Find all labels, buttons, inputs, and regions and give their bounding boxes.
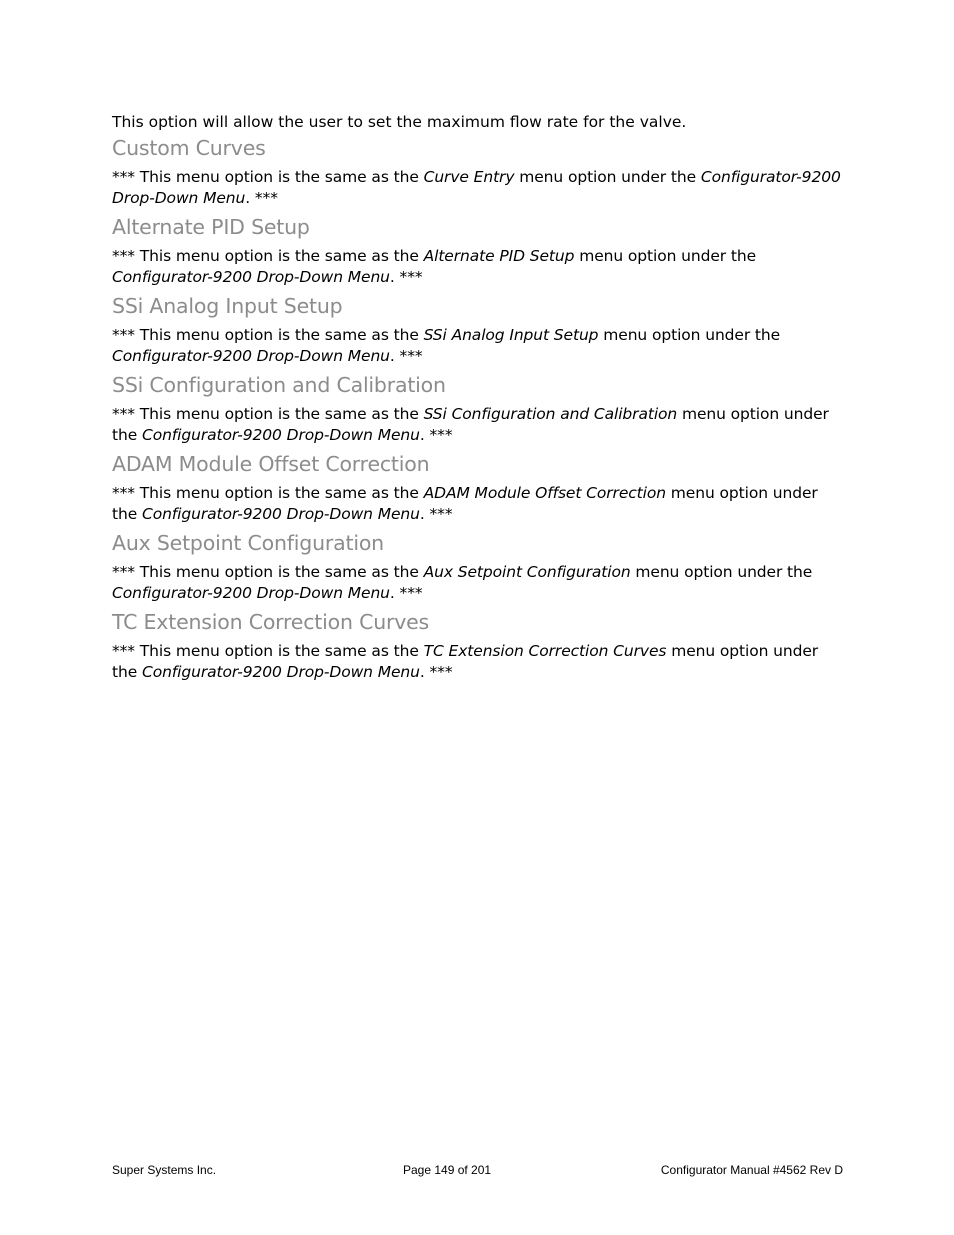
paragraph-text: *** This menu option is the same as the [112,405,424,423]
paragraph-text: menu option under the [514,168,701,186]
section-paragraph [112,246,847,287]
paragraph-text: *** This menu option is the same as the [112,168,424,186]
menu-reference: Configurator-9200 Drop-Down Menu [112,583,390,602]
section-alternate-pid-setup [112,214,847,287]
section-ssi-analog-input-setup [112,293,847,366]
section-heading: Custom Curves [112,136,266,160]
menu-item-reference: SSi Analog Input Setup [423,326,599,344]
section-heading: TC Extension Correction Curves [112,610,430,634]
page-footer [112,1162,843,1178]
menu-item-reference: Alternate PID Setup [423,247,575,265]
paragraph-text: . *** [245,188,278,207]
section-paragraph [112,325,847,366]
menu-reference: Configurator-9200 Drop-Down Menu [141,504,420,523]
intro-paragraph: This option will allow the user to set the maximum flow rate for the valve. [112,113,687,131]
paragraph-text: menu option under the [630,563,813,581]
paragraph-text: . *** [389,267,423,286]
section-paragraph [112,562,847,603]
paragraph-text: *** This menu option is the same as the [112,484,424,502]
paragraph-text: . *** [419,425,453,444]
menu-reference: Configurator-9200 Drop-Down Menu [141,662,420,681]
menu-item-reference: Curve Entry [423,168,515,186]
paragraph-text: menu option under the [598,326,781,344]
menu-reference: Configurator-9200 Drop-Down Menu [112,267,390,286]
paragraph-text: menu option under the [112,484,818,523]
page-content [112,112,847,688]
footer-page-number: Page 149 of 201 [403,1163,492,1177]
menu-item-reference: Aux Setpoint Configuration [423,563,631,581]
paragraph-text: *** This menu option is the same as the [112,247,424,265]
section-custom-curves [112,135,847,208]
paragraph-text: . *** [389,583,423,602]
paragraph-text: menu option under the [574,247,757,265]
menu-item-reference: ADAM Module Offset Correction [423,484,666,502]
footer-company: Super Systems Inc. [112,1163,217,1177]
section-adam-module-offset-correction [112,451,847,524]
menu-reference: Configurator-9200 Drop-Down Menu [112,168,841,207]
paragraph-text: . *** [419,662,453,681]
section-aux-setpoint-configuration [112,530,847,603]
section-tc-extension-correction-curves [112,609,847,682]
menu-item-reference: SSi Configuration and Calibration [423,405,678,423]
section-heading: SSi Analog Input Setup [112,294,343,318]
paragraph-text: . *** [389,346,423,365]
section-paragraph [112,483,847,524]
menu-item-reference: TC Extension Correction Curves [423,642,667,660]
footer-manual-title: Configurator Manual #4562 Rev D [660,1163,843,1177]
section-heading: SSi Configuration and Calibration [112,373,446,397]
section-paragraph [112,641,847,682]
menu-reference: Configurator-9200 Drop-Down Menu [141,425,420,444]
section-paragraph [112,404,847,445]
section-heading: Aux Setpoint Configuration [112,531,384,555]
paragraph-text: *** This menu option is the same as the [112,326,424,344]
paragraph-text: menu option under the [112,642,819,681]
paragraph-text: *** This menu option is the same as the [112,642,424,660]
paragraph-text: *** This menu option is the same as the [112,563,424,581]
section-ssi-configuration-and-calibration [112,372,847,445]
paragraph-text: menu option under the [112,405,829,444]
section-heading: ADAM Module Offset Correction [112,452,430,476]
menu-reference: Configurator-9200 Drop-Down Menu [112,346,390,365]
section-paragraph [112,167,847,208]
section-heading: Alternate PID Setup [112,215,310,239]
paragraph-text: . *** [419,504,453,523]
